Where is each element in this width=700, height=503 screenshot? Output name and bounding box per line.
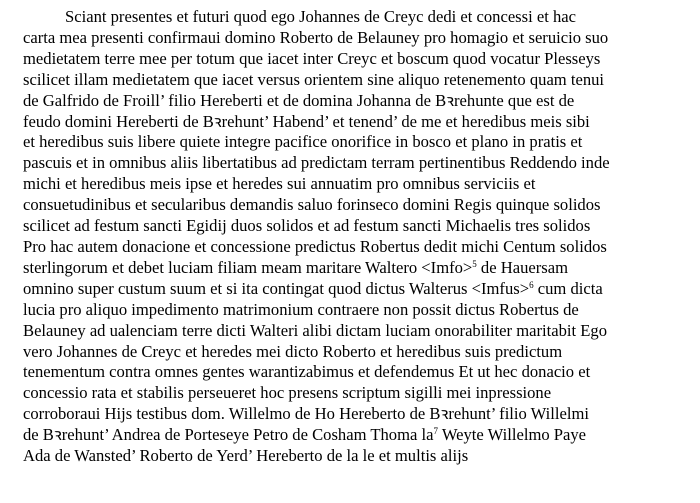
text-line-13-tail: de Hauersam (476, 257, 569, 277)
text-line-16: Belauney ad ualenciam terre dicti Walteri alibi dictam luciam onorabiliter maritabit Ego (23, 320, 607, 340)
footnote-marker-7: 7 (433, 426, 438, 437)
text-line-19: concessio rata et stabilis perseueret hoc presens scriptum sigilli mei inpressione (23, 383, 552, 403)
text-line-15: lucia pro aliquo impedimento matrimonium contraere non possit dictus Robertus de (23, 299, 579, 319)
text-line-8: pascuis et in omnibus aliis libertatibus ad predictam terram pertinentibus Reddendo inde (23, 153, 610, 173)
footnote-marker-6: 6 (529, 279, 534, 290)
text-line-9: michi et heredibus meis ipse et heredes sui annuatim pro omnibus serviciis et (23, 174, 536, 194)
text-line-22: Ada de Wansted’ Roberto de Yerd’ Hereberto de la le et multis alijs (23, 446, 469, 466)
text-line-21 (23, 425, 688, 446)
text-line-14 (23, 279, 688, 300)
text-line-21-head: de Bꝛrehunt’ Andrea de Porteseye Petro de Cosham Thoma la (23, 425, 434, 445)
text-line-11: scilicet ad festum sancti Egidij duos solidos et ad festum sancti Michaelis tres solidos (23, 216, 591, 236)
charter-text (23, 7, 688, 467)
text-line-4: scilicet illam medietatem que iacet versus orientem sine aliquo retenemento quam tenui (23, 69, 605, 89)
text-line-20: corroboraui Hijs testibus dom. Willelmo de Ho Hereberto de Bꝛrehunt’ filio Willelmi (23, 404, 589, 424)
text-line-1: Sciant presentes et futuri quod ego Johannes de Creyc dedi et concessi et hac (65, 7, 577, 26)
text-line-5: de Galfrido de Froill’ filio Hereberti et de domina Johanna de Bꝛrehunte que est de (23, 90, 575, 110)
text-line-6: feudo domini Hereberti de Bꝛrehunt’ Habend’ et tenend’ de me et heredibus meis sibi (23, 111, 590, 131)
text-line-12: Pro hac autem donacione et concessione predictus Robertus dedit michi Centum solidos (23, 236, 607, 256)
text-line-10: consuetudinibus et secularibus demandis saluo forinseco domini Regis quinque solidos (23, 195, 601, 215)
text-line-18: tenementum contra omnes gentes warantizabimus et defendemus Et ut hec donacio et (23, 362, 591, 382)
text-line-14-tail: cum dicta (533, 278, 603, 298)
text-line-7: et heredibus suis libere quiete integre pacifice onorifice in bosco et plano in pratis et (23, 132, 583, 152)
footnote-marker-5: 5 (472, 258, 477, 269)
text-line-17: vero Johannes de Creyc et heredes mei dicto Roberto et heredibus suis predictum (23, 341, 563, 361)
text-line-13 (23, 258, 688, 279)
text-line-2: carta mea presenti confirmaui domino Roberto de Belauney pro homagio et seruicio suo (23, 27, 609, 47)
text-line-14-head: omnino super custum suum et si ita contingat quod dictus Walterus <Imfus> (23, 278, 530, 298)
text-line-3: medietatem terre mee per totum que iacet inter Creyc et boscum quod vocatur Plesseys (23, 48, 601, 68)
text-line-13-head: sterlingorum et debet luciam filiam meam maritare Waltero <Imfo> (23, 257, 473, 277)
text-line-21-tail: Weyte Willelmo Paye (437, 425, 587, 445)
